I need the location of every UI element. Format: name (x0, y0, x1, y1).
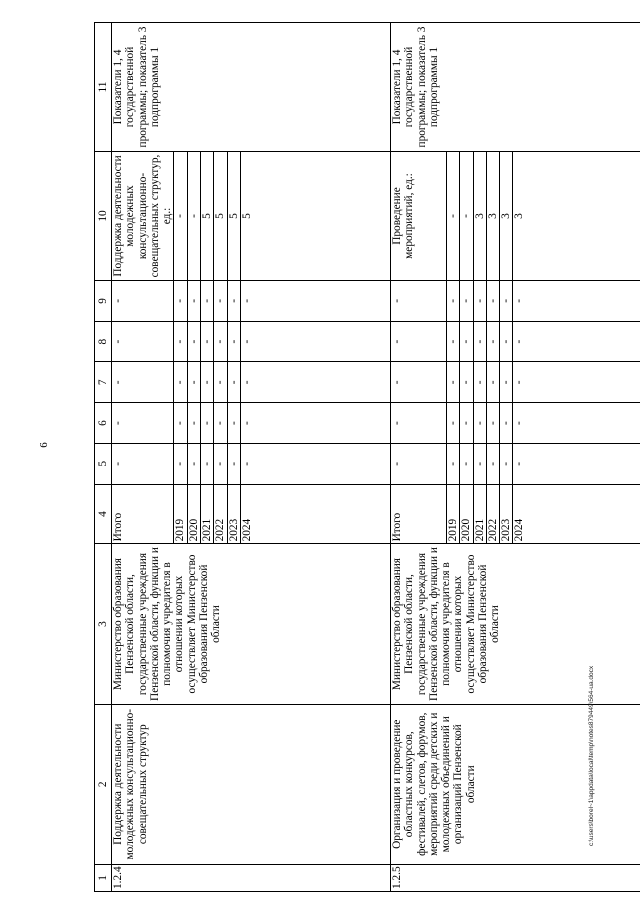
year-value: - (201, 281, 214, 322)
year-value: - (446, 321, 459, 362)
year-value: - (473, 362, 486, 403)
col-header-2: 2 (95, 704, 112, 864)
activity-number: 1.2.4 (112, 864, 391, 891)
year-value: - (513, 403, 640, 444)
col-header-1: 1 (95, 864, 112, 891)
activity-number: 1.2.5 (390, 864, 640, 891)
indicator-text: Проведение мероприятий, ед.: (390, 152, 446, 281)
year-value: - (174, 362, 187, 403)
total-value: - (390, 443, 446, 484)
year-value: - (240, 362, 390, 403)
total-value: - (390, 403, 446, 444)
year-value: - (187, 362, 200, 403)
indicator-value: 5 (240, 152, 390, 281)
year-value: - (486, 281, 499, 322)
year-value: - (500, 403, 513, 444)
year-value: - (473, 321, 486, 362)
year-value: - (214, 281, 227, 322)
col-header-6: 6 (95, 403, 112, 444)
year-label: 2024 (240, 484, 390, 544)
table-row (390, 23, 446, 892)
year-label: 2019 (446, 484, 459, 544)
year-value: - (446, 362, 459, 403)
indicator-value: - (187, 152, 200, 281)
indicator-value: - (460, 152, 473, 281)
year-value: - (513, 321, 640, 362)
year-label: 2021 (201, 484, 214, 544)
year-value: - (227, 403, 240, 444)
year-value: - (486, 443, 499, 484)
year-value: - (227, 281, 240, 322)
total-value: - (390, 321, 446, 362)
activity-executor: Министерство образования Пензенской области, государственные учреждения Пензенской области, функции и полномочия учредителя в отношении которых осуществляет Министерство образования Пензенской области (112, 544, 391, 704)
year-value: - (174, 321, 187, 362)
year-label: 2022 (486, 484, 499, 544)
year-value: - (174, 281, 187, 322)
year-label: 2023 (227, 484, 240, 544)
year-value: - (174, 443, 187, 484)
total-label: Итого (112, 484, 174, 544)
total-value: - (390, 281, 446, 322)
col-header-9: 9 (95, 281, 112, 322)
year-label: 2021 (473, 484, 486, 544)
year-value: - (240, 443, 390, 484)
program-activities-table (94, 22, 640, 892)
year-label: 2019 (174, 484, 187, 544)
target-indicators: Показатели 1, 4 государственной программы; показатель 3 подпрограммы 1 (390, 23, 640, 152)
total-value: - (112, 403, 174, 444)
year-value: - (513, 362, 640, 403)
year-value: - (214, 403, 227, 444)
year-value: - (500, 281, 513, 322)
indicator-value: 3 (500, 152, 513, 281)
year-value: - (446, 281, 459, 322)
col-header-5: 5 (95, 443, 112, 484)
year-value: - (460, 443, 473, 484)
table-row (112, 23, 174, 892)
year-value: - (473, 281, 486, 322)
year-value: - (486, 403, 499, 444)
activity-executor: Министерство образования Пензенской области, государственные учреждения Пензенской области, функции и полномочия учредителя в отношении которых осуществляет Министерство образования Пензенской области (390, 544, 640, 704)
page-number: 6 (38, 442, 50, 448)
activity-name: Поддержка деятельности молодежных консультационно-совещательных структур (112, 704, 391, 864)
column-number-row (95, 23, 112, 892)
year-value: - (240, 281, 390, 322)
year-value: - (500, 321, 513, 362)
year-value: - (214, 443, 227, 484)
indicator-value: - (174, 152, 187, 281)
year-value: - (500, 362, 513, 403)
year-value: - (513, 443, 640, 484)
indicator-value: 3 (513, 152, 640, 281)
total-value: - (112, 321, 174, 362)
year-value: - (187, 281, 200, 322)
year-value: - (446, 403, 459, 444)
col-header-11: 11 (95, 23, 112, 152)
year-value: - (446, 443, 459, 484)
col-header-4: 4 (95, 484, 112, 544)
target-indicators: Показатели 1, 4 государственной программы; показатель 3 подпрограммы 1 (112, 23, 391, 152)
col-header-8: 8 (95, 321, 112, 362)
col-header-10: 10 (95, 152, 112, 281)
year-value: - (201, 443, 214, 484)
rotated-table-sheet (94, 22, 592, 892)
year-value: - (201, 403, 214, 444)
indicator-value: 5 (201, 152, 214, 281)
col-header-3: 3 (95, 544, 112, 704)
year-value: - (174, 403, 187, 444)
year-value: - (486, 362, 499, 403)
total-value: - (112, 281, 174, 322)
year-value: - (201, 321, 214, 362)
year-label: 2023 (500, 484, 513, 544)
year-value: - (240, 321, 390, 362)
year-value: - (187, 443, 200, 484)
indicator-value: - (446, 152, 459, 281)
year-value: - (187, 321, 200, 362)
year-label: 2022 (214, 484, 227, 544)
year-value: - (240, 403, 390, 444)
indicator-value: 5 (227, 152, 240, 281)
year-value: - (214, 321, 227, 362)
year-value: - (227, 362, 240, 403)
year-value: - (214, 362, 227, 403)
year-label: 2020 (187, 484, 200, 544)
col-header-7: 7 (95, 362, 112, 403)
total-value: - (112, 443, 174, 484)
year-value: - (500, 443, 513, 484)
year-value: - (486, 321, 499, 362)
indicator-text: Поддержка деятельности молодежных консультационно-совещательных структур, ед.: (112, 152, 174, 281)
year-value: - (473, 403, 486, 444)
year-value: - (460, 321, 473, 362)
year-value: - (473, 443, 486, 484)
year-value: - (227, 443, 240, 484)
total-value: - (112, 362, 174, 403)
year-label: 2024 (513, 484, 640, 544)
total-label: Итого (390, 484, 446, 544)
year-value: - (460, 281, 473, 322)
year-value: - (460, 362, 473, 403)
year-value: - (187, 403, 200, 444)
activity-name: Организация и проведение областных конкурсов, фестивалей, слетов, форумов, мероприятий среди детских и молодежных объединений и организаций Пензенской области (390, 704, 640, 864)
total-value: - (390, 362, 446, 403)
year-value: - (513, 281, 640, 322)
indicator-value: 3 (486, 152, 499, 281)
indicator-value: 5 (214, 152, 227, 281)
year-value: - (201, 362, 214, 403)
indicator-value: 3 (473, 152, 486, 281)
year-value: - (460, 403, 473, 444)
file-path-footer: c:\users\borel~1\appdata\local\temp\notes879449\564-ua.docx (588, 665, 595, 846)
year-label: 2020 (460, 484, 473, 544)
year-value: - (227, 321, 240, 362)
